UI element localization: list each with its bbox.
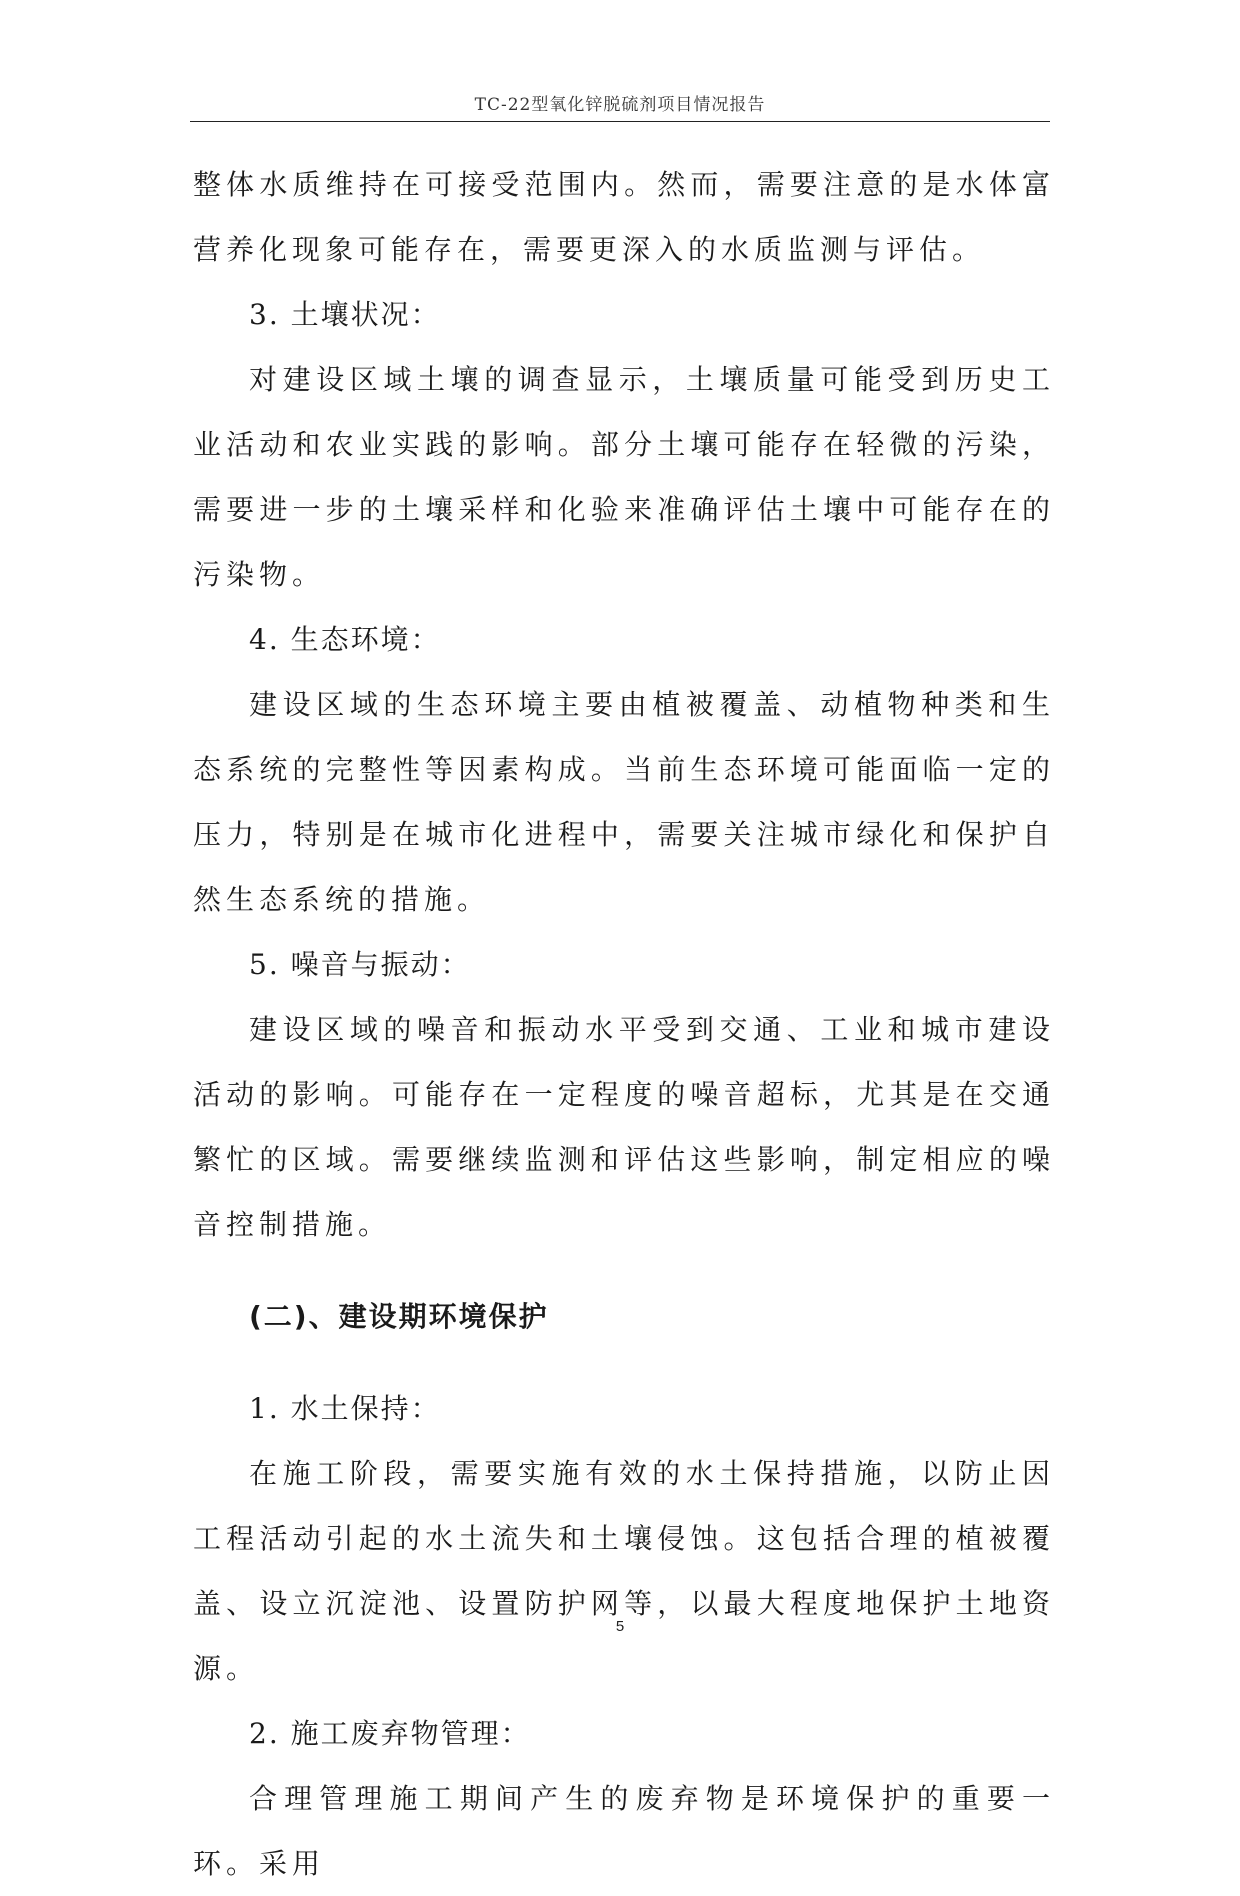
page-header-title: TC-22型氧化锌脱硫剂项目情况报告 bbox=[474, 95, 766, 115]
list-item-soil-water-heading: 1. 水土保持： bbox=[249, 1392, 441, 1425]
header-divider bbox=[190, 121, 1050, 122]
paragraph-water-quality-continued: 整体水质维持在可接受范围内。然而，需要注意的是水体富营养化现象可能存在，需要更深入的水质监测与评估。 bbox=[193, 168, 1055, 266]
paragraph-noise: 建设区域的噪音和振动水平受到交通、工业和城市建设活动的影响。可能存在一定程度的噪音超标，尤其是在交通繁忙的区域。需要继续监测和评估这些影响，制定相应的噪音控制措施。 bbox=[193, 1013, 1055, 1241]
list-item-ecology-heading: 4. 生态环境： bbox=[249, 623, 441, 656]
paragraph-ecology: 建设区域的生态环境主要由植被覆盖、动植物种类和生态系统的完整性等因素构成。当前生态环境可能面临一定的压力，特别是在城市化进程中，需要关注城市绿化和保护自然生态系统的措施。 bbox=[193, 688, 1055, 916]
page-number: 5 bbox=[615, 1618, 625, 1635]
paragraph-soil: 对建设区域土壤的调查显示，土壤质量可能受到历史工业活动和农业实践的影响。部分土壤可能存在轻微的污染，需要进一步的土壤采样和化验来准确评估土壤中可能存在的污染物。 bbox=[193, 363, 1055, 591]
paragraph-waste: 合理管理施工期间产生的废弃物是环境保护的重要一环。采用 bbox=[193, 1782, 1055, 1880]
paragraph-soil-water: 在施工阶段，需要实施有效的水土保持措施，以防止因工程活动引起的水土流失和土壤侵蚀。这包括合理的植被覆盖、设立沉淀池、设置防护网等，以最大程度地保护土地资源。 bbox=[193, 1457, 1055, 1685]
list-item-waste-heading: 2. 施工废弃物管理： bbox=[249, 1717, 531, 1750]
list-item-soil-heading: 3. 土壤状况： bbox=[249, 298, 441, 331]
list-item-noise-heading: 5. 噪音与振动： bbox=[249, 948, 471, 981]
section-heading-construction-protection: (二)、建设期环境保护 bbox=[249, 1300, 549, 1333]
